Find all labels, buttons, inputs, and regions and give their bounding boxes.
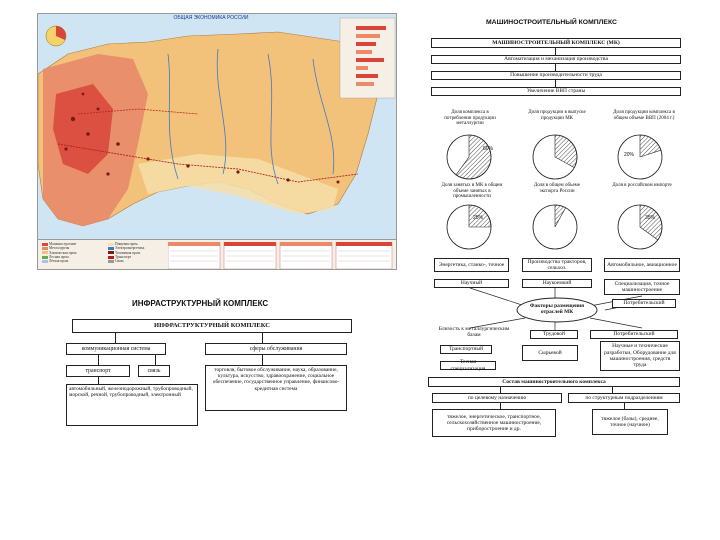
connector xyxy=(555,48,556,55)
factor-box: Сырьевой xyxy=(522,345,578,361)
connector xyxy=(555,80,556,87)
factor-box: Транспортный xyxy=(440,345,492,354)
connector xyxy=(115,333,116,343)
pie-title-bottom-2: Доля в общем объеме экспорта России xyxy=(533,183,581,194)
infra-transport-box: транспорт xyxy=(66,365,130,377)
russia-economic-map xyxy=(37,13,397,270)
legend-item: Лесная пром. xyxy=(49,254,70,259)
pie-label-bottom-3: 35% xyxy=(645,215,656,221)
industry-box: Специализация, точное машиностроение xyxy=(604,279,680,295)
industry-box: Производство тракторов, сельхоз. xyxy=(522,258,592,272)
legend-item: Электроэнергетика xyxy=(115,246,145,251)
connector xyxy=(262,333,263,343)
legend-item: Лёгкая пром. xyxy=(49,259,69,264)
industry-box: Научный xyxy=(434,279,509,288)
infra-comm-box: коммуникационная система xyxy=(66,343,166,355)
infra-link-box: связь xyxy=(138,365,170,377)
legend-item: Химическая пром. xyxy=(49,250,78,255)
pie-row-bottom xyxy=(445,202,665,252)
factor-label: Близость к металлургическим базам xyxy=(438,326,510,339)
factor-box: Потребительский xyxy=(612,299,676,308)
pie-title-top-3: Доля продукции комплекса в общем объеме ВВП (2004 г.) xyxy=(613,110,675,121)
industry-box: Энергетика, станко-, точное xyxy=(434,258,509,272)
legend-item: Пищевая пром. xyxy=(115,242,139,246)
industry-box: Автомобильное, авиационное xyxy=(604,258,680,272)
mach-chain-3: Увеличение ВВП страны xyxy=(431,87,681,96)
infra-services-list-box: торговля, бытовое обслуживание, наука, образование, культура, искусство, здравоохранение, социальное обеспечение, государственное управление, финансово-кредитная система xyxy=(205,365,347,411)
purpose-list-box: тяжелое, энергетическое, транспортное, сельскохозяйственное машиностроение, приборостроение и др. xyxy=(432,409,556,437)
map-inset-pie xyxy=(46,26,66,46)
infra-root-box: ИНФРАСТРУКТУРНЫЙ КОМПЛЕКС xyxy=(72,319,352,333)
map-legend-col-1 xyxy=(42,242,77,264)
pie-bottom-1 xyxy=(447,205,491,249)
connector xyxy=(155,355,156,365)
pie-top-1 xyxy=(447,135,494,179)
structure-list-box: тяжелое (базы), среднее, точное (научное) xyxy=(592,409,668,435)
factor-box: Потребительский xyxy=(590,330,678,339)
map-legend xyxy=(38,239,397,270)
by-purpose-box: по целевому назначению xyxy=(432,393,562,403)
map-legend-col-2 xyxy=(108,242,144,264)
pie-label-bottom-1: 25% xyxy=(473,215,484,221)
pie-title-bottom-3: Доля в российском импорте xyxy=(612,183,672,188)
connector xyxy=(98,377,99,384)
legend-item: Машиностроение xyxy=(49,242,77,246)
map-graphic xyxy=(38,14,397,239)
legend-item: Металлургия xyxy=(49,246,70,251)
infra-services-box: сферы обслуживания xyxy=(205,343,347,355)
infra-heading: ИНФРАСТРУКТУРНЫЙ КОМПЛЕКС xyxy=(132,299,269,308)
map-title: ОБЩАЯ ЭКОНОМИКА РОССИИ xyxy=(173,15,249,21)
legend-item: Связь xyxy=(115,259,124,264)
mach-chain-2: Повышение производительности труда xyxy=(431,71,681,80)
pie-label-top-3: 20% xyxy=(624,152,635,158)
connector xyxy=(98,355,99,365)
by-structure-box: по структурным подразделениям xyxy=(568,393,680,403)
factor-box: Трудовой xyxy=(530,330,578,339)
factor-box: Тесная специализация xyxy=(440,361,496,370)
pie-top-2 xyxy=(533,135,577,179)
industry-box: Наукоемкий xyxy=(522,279,592,288)
pie-title-bottom-1: Доля занятых в МК в общем объеме занятых в промышленности xyxy=(441,183,503,199)
pie-bottom-3 xyxy=(618,205,662,249)
connector xyxy=(555,64,556,71)
map-legend-tables xyxy=(168,242,394,270)
infra-transport-types-box: автомобильный, железнодорожный, трубопроводный, морской, речной, трубопроводный, электронный xyxy=(66,384,198,426)
factors-ellipse-label: Факторы размещения отраслей МК xyxy=(529,303,585,316)
pie-title-top-2: Доля продукции в выпуске продукции МК xyxy=(528,110,586,121)
pie-title-top-1: Доля комплекса в потреблении продукции металлургии xyxy=(444,110,496,126)
legend-item: Топливная пром. xyxy=(115,250,141,255)
mach-root-box: МАШИНОСТРОИТЕЛЬНЫЙ КОМПЛЕКС (МК) xyxy=(431,38,681,48)
factor-box: Научные и технические разработки, Оборудование для машиностроения, средств труда xyxy=(600,341,680,371)
composition-box: Состав машиностроительного комплекса xyxy=(428,377,680,387)
connector xyxy=(262,355,263,365)
pie-label-top-1: 60% xyxy=(483,146,494,152)
legend-item: Транспорт xyxy=(115,254,132,259)
mach-chain-1: Автоматизация и механизация производства xyxy=(431,55,681,64)
pie-bottom-2 xyxy=(533,205,577,249)
mach-heading: МАШИНОСТРОИТЕЛЬНЫЙ КОМПЛЕКС xyxy=(486,19,617,26)
